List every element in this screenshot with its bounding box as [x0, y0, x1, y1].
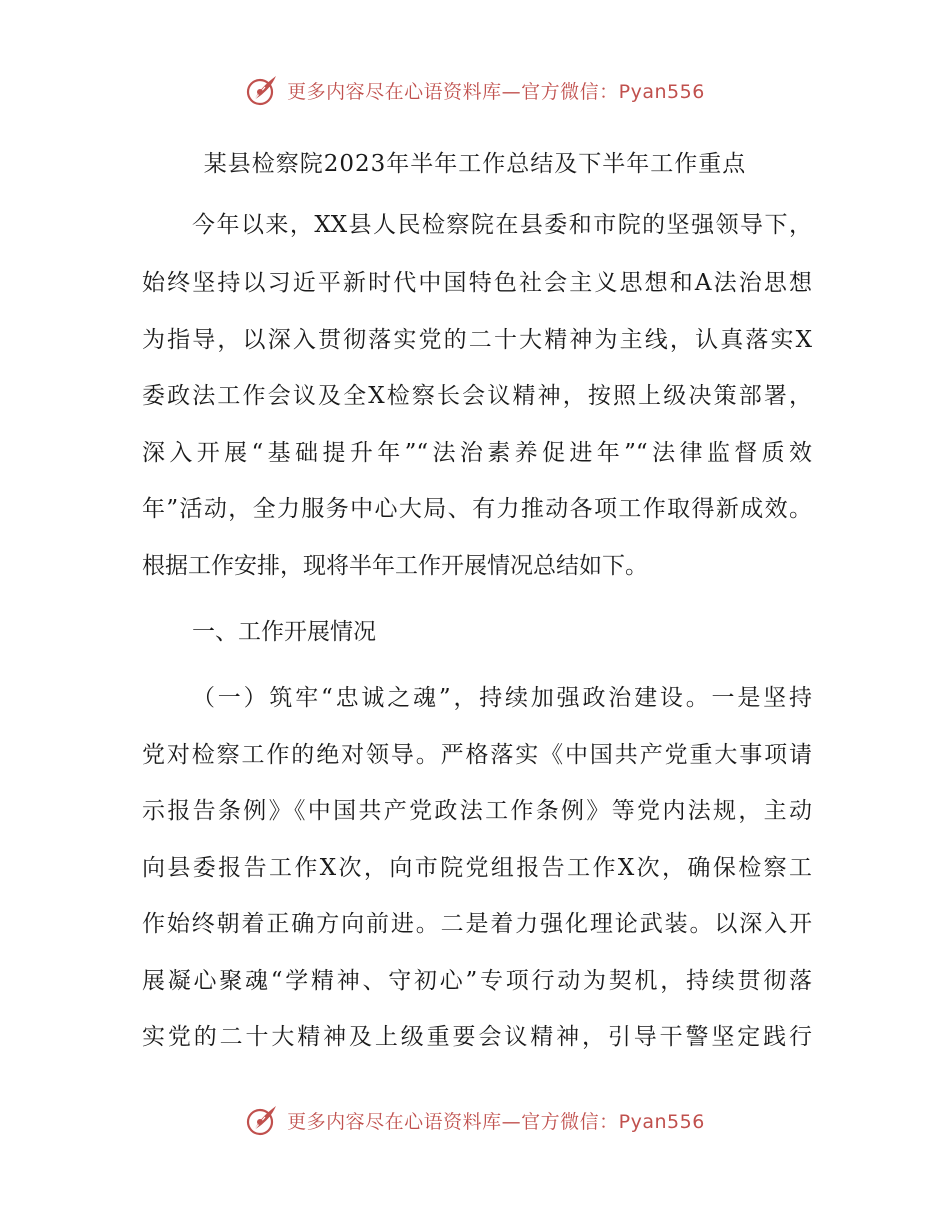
paragraph-line: 党对检察工作的绝对领导。严格落实《中国共产党重大事项请 — [142, 742, 812, 768]
paragraph-line: 深入开展“基础提升年”“法治素养促进年”“法律监督质效 — [142, 440, 812, 466]
paragraph-line: 始终坚持以习近平新时代中国特色社会主义思想和A法治思想 — [142, 270, 812, 296]
paragraph-line: 展凝心聚魂“学精神、守初心”专项行动为契机，持续贯彻落 — [142, 968, 812, 994]
document-title: 某县检察院2023年半年工作总结及下半年工作重点 — [203, 151, 747, 177]
paragraph-line: 年”活动，全力服务中心大局、有力推动各项工作取得新成效。 — [142, 496, 812, 522]
feather-pen-in-circle-icon — [245, 1103, 279, 1137]
paragraph-line: 根据工作安排，现将半年工作开展情况总结如下。 — [142, 553, 648, 579]
paragraph-line: 实党的二十大精神及上级重要会议精神，引导干警坚定践行 — [142, 1024, 812, 1050]
section-heading: 一、工作开展情况 — [192, 619, 376, 645]
watermark-text: 更多内容尽在心语资料库—官方微信：Pyan556 — [287, 80, 705, 103]
watermark-banner-top — [0, 70, 950, 110]
watermark-text: 更多内容尽在心语资料库—官方微信：Pyan556 — [287, 1110, 705, 1133]
paragraph-line: 为指导，以深入贯彻落实党的二十大精神为主线，认真落实X — [142, 327, 812, 353]
paragraph-line: 向县委报告工作X次，向市院党组报告工作X次，确保检察工 — [142, 855, 812, 881]
watermark-banner-bottom — [0, 1100, 950, 1140]
paragraph-line: 委政法工作会议及全X检察长会议精神，按照上级决策部署， — [142, 383, 812, 409]
paragraph-line: 作始终朝着正确方向前进。二是着力强化理论武装。以深入开 — [142, 911, 812, 937]
paragraph-line: 今年以来，XX县人民检察院在县委和市院的坚强领导下， — [192, 212, 812, 238]
feather-pen-in-circle-icon — [245, 73, 279, 107]
paragraph-line: 示报告条例》《中国共产党政法工作条例》等党内法规，主动 — [142, 798, 812, 824]
paragraph-line: （一）筑牢“忠诚之魂”，持续加强政治建设。一是坚持 — [192, 685, 812, 711]
